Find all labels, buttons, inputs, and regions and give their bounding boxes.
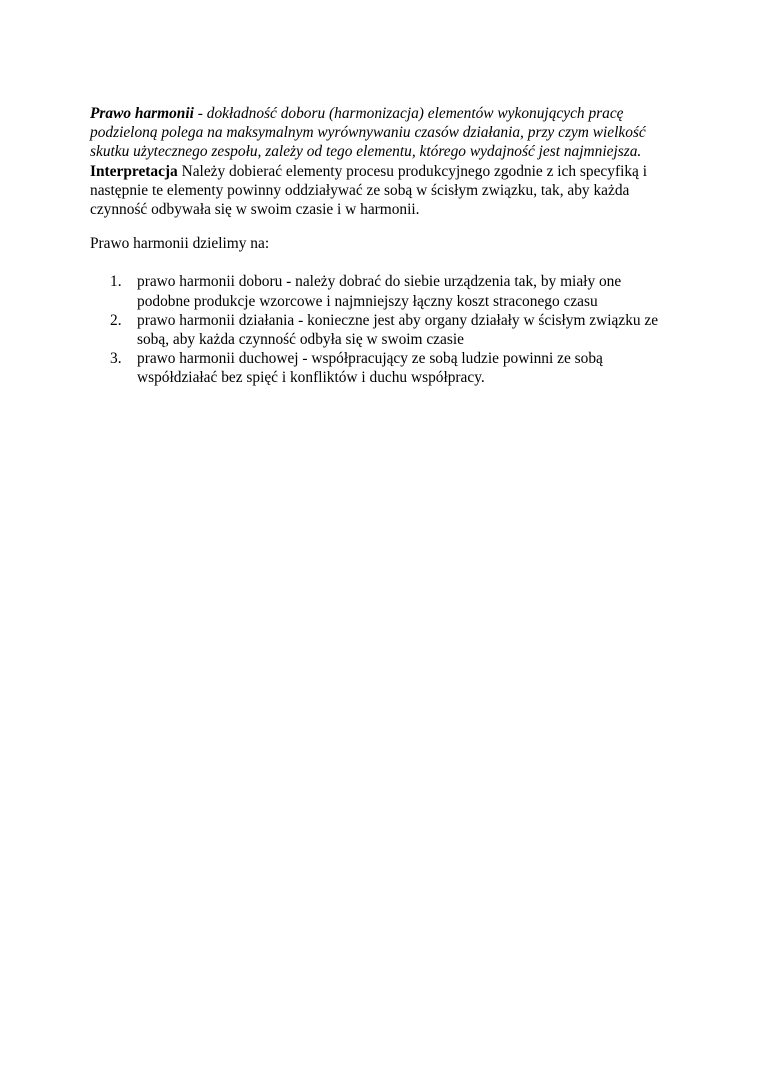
definition-paragraph (90, 104, 670, 219)
definition-term: Prawo harmonii (90, 105, 194, 122)
list-item-text: prawo harmonii działania - konieczne jest aby organy działały w ścisłym związku ze sobą, aby każda czynność odbyła się w swoim czasie (137, 311, 659, 349)
harmony-laws-list (90, 272, 670, 387)
list-item-marker: 1. (110, 273, 122, 291)
interpretation-body: Należy dobierać elementy procesu produkcyjnego zgodnie z ich specyfiką i następnie te elementy powinny oddziaływać ze sobą w ścisłym związku, tak, aby każda czynność odbywała się w swoim czasie i w harmonii. (90, 162, 647, 219)
list-item (90, 272, 670, 310)
document-content (90, 104, 670, 388)
list-item-text: prawo harmonii doboru - należy dobrać do siebie urządzenia tak, by miały one podobne produkcje wzorcowe i najmniejszy łączny koszt straconego czasu (137, 273, 622, 310)
definition-dash: - (193, 105, 207, 122)
list-intro: Prawo harmonii dzielimy na: (90, 235, 270, 253)
interpretation-label: Interpretacja (90, 162, 178, 180)
list-item-text: prawo harmonii duchowej - współpracujący ze sobą ludzie powinni ze sobą współdziałać bez spięć i konfliktów i duchu współpracy. (137, 350, 603, 387)
list-item-marker: 3. (110, 350, 122, 368)
list-item (90, 311, 670, 349)
list-item-marker: 2. (110, 311, 122, 329)
list-item (90, 349, 670, 387)
definition-body: dokładność doboru (harmonizacja) elementów wykonujących pracę podzieloną polega na maksymalnym wyrównywaniu czasów działania, przy czym wielkość skutku użytecznego zespołu, zależy od tego elementu, którego wydajność jest najmniejsza. (90, 105, 646, 161)
